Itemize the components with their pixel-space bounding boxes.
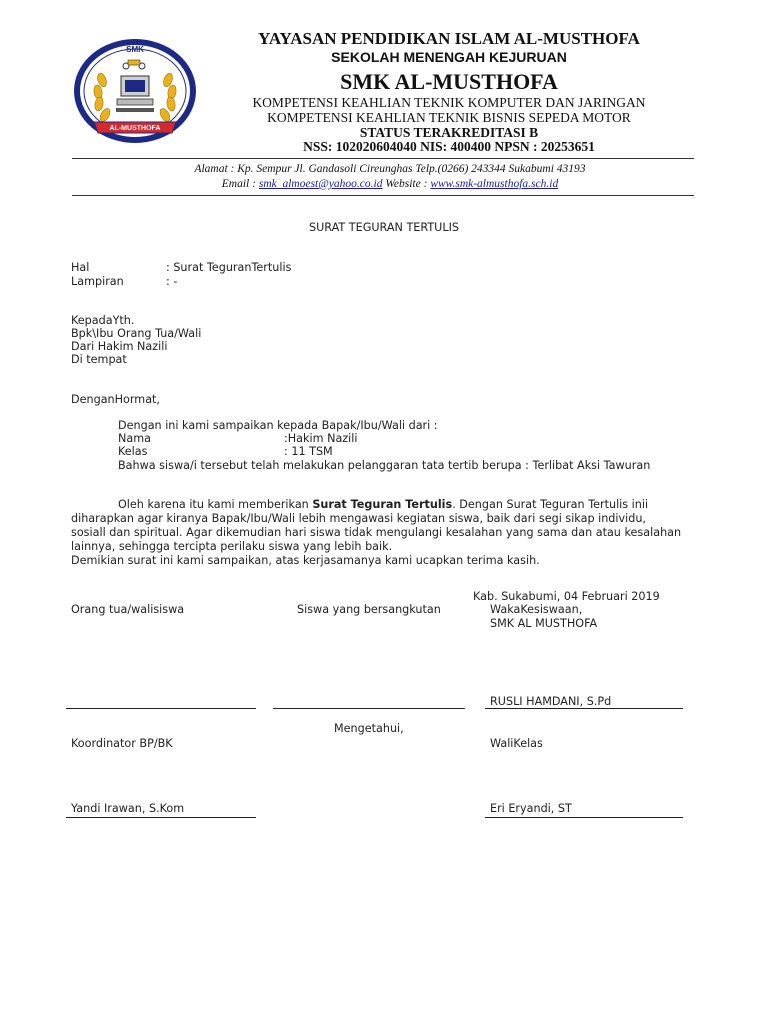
homeroom-label: WaliKelas	[490, 737, 543, 750]
homeroom-signature-line	[485, 817, 683, 818]
email-label: Email :	[221, 178, 259, 190]
counselor-label: Koordinator BP/BK	[71, 737, 173, 750]
vice-title: WakaKesiswaan,	[490, 603, 583, 616]
competency-2: KOMPETENSI KEAHLIAN TEKNIK BISNIS SEPEDA MOTOR	[267, 110, 631, 125]
school-type: SEKOLAH MENENGAH KEJURUAN	[331, 49, 567, 65]
accreditation-status: STATUS TERAKREDITASI B	[359, 125, 539, 140]
vice-org: SMK AL MUSTHOFA	[490, 617, 598, 630]
field-hal-label: Hal	[71, 261, 90, 274]
homeroom-name: Eri Eryandi, ST	[490, 802, 572, 815]
place-date: Kab. Sukabumi, 04 Februari 2019	[473, 590, 660, 603]
student-name-label: Nama	[118, 432, 151, 445]
field-lampiran-label: Lampiran	[71, 275, 124, 288]
header-rule-bottom	[72, 195, 694, 196]
violation-text: Bahwa siswa/i tersebut telah melakukan pelanggaran tata tertib berupa : Terlibat Aksi Tawuran	[118, 459, 651, 472]
foundation-name: YAYASAN PENDIDIKAN ISLAM AL-MUSTHOFA	[258, 29, 640, 48]
counselor-name: Yandi Irawan, S.Kom	[71, 802, 185, 815]
paragraph-line: sosiall dan spiritual. Agar dikemudian hari siswa tidak mengulangi kesalahan yang sama dan atau kesalahan	[71, 526, 682, 539]
recipient-line: KepadaYth.	[71, 314, 135, 327]
paragraph-post: . Dengan Surat Teguran Tertulis inii	[452, 498, 649, 511]
student-name-value: :Hakim Nazili	[284, 432, 358, 445]
header-rule-top	[72, 158, 694, 159]
student-signature-line	[273, 708, 465, 709]
website-link[interactable]: www.smk-almusthofa.sch.id	[430, 178, 559, 190]
greeting: DenganHormat,	[71, 393, 160, 406]
school-name: SMK AL-MUSTHOFA	[340, 69, 558, 94]
logo-top-text: SMK	[126, 45, 144, 54]
school-ids: NSS: 102020604040 NIS: 400400 NPSN : 20253651	[303, 139, 595, 154]
paragraph-line: diharapkan agar kiranya Bapak/Ibu/Wali lebih mengawasi kegiatan siswa, baik dari segi sikap individu,	[71, 512, 646, 525]
student-signature-label: Siswa yang bersangkutan	[297, 603, 441, 616]
address: Alamat : Kp. Sempur Jl. Gandasoli Cireunghas Telp.(0266) 243344 Sukabumi 43193	[194, 163, 586, 175]
parent-signature-label: Orang tua/walisiswa	[71, 603, 185, 616]
competency-1: KOMPETENSI KEAHLIAN TEKNIK KOMPUTER DAN JARINGAN	[252, 95, 646, 110]
recipient-line: Dari Hakim Nazili	[71, 340, 168, 353]
contact-line	[0, 178, 768, 190]
student-class-value: : 11 TSM	[284, 445, 333, 458]
paragraph-line: lainnya, sehingga tercipta perilaku siswa yang lebih baik.	[71, 540, 393, 553]
vice-signature-line	[485, 708, 683, 709]
acknowledged-label: Mengetahui,	[334, 722, 404, 735]
closing-text: Demikian surat ini kami sampaikan, atas kerjasamanya kami ucapkan terima kasih.	[71, 554, 540, 567]
paragraph-bold: Surat Teguran Tertulis	[312, 498, 453, 511]
counselor-signature-line	[66, 817, 256, 818]
parent-signature-line	[66, 708, 256, 709]
recipient-line: Bpk\Ibu Orang Tua/Wali	[71, 327, 202, 340]
intro-text: Dengan ini kami sampaikan kepada Bapak/Ibu/Wali dari :	[118, 419, 438, 432]
letter-title: SURAT TEGURAN TERTULIS	[309, 221, 459, 234]
website-label: Website :	[382, 178, 431, 190]
logo-banner-text: AL-MUSTHOFA	[109, 125, 161, 132]
recipient-line: Di tempat	[71, 353, 127, 366]
paragraph-pre: Oleh karena itu kami memberikan	[118, 498, 313, 511]
email-link[interactable]: smk_almoest@yahoo.co.id	[258, 178, 383, 190]
field-hal-value: : Surat TeguranTertulis	[166, 261, 292, 274]
vice-name: RUSLI HAMDANI, S.Pd	[490, 695, 612, 708]
paragraph-first-line	[118, 498, 694, 511]
student-class-label: Kelas	[118, 445, 148, 458]
field-lampiran-value: : -	[166, 275, 178, 288]
